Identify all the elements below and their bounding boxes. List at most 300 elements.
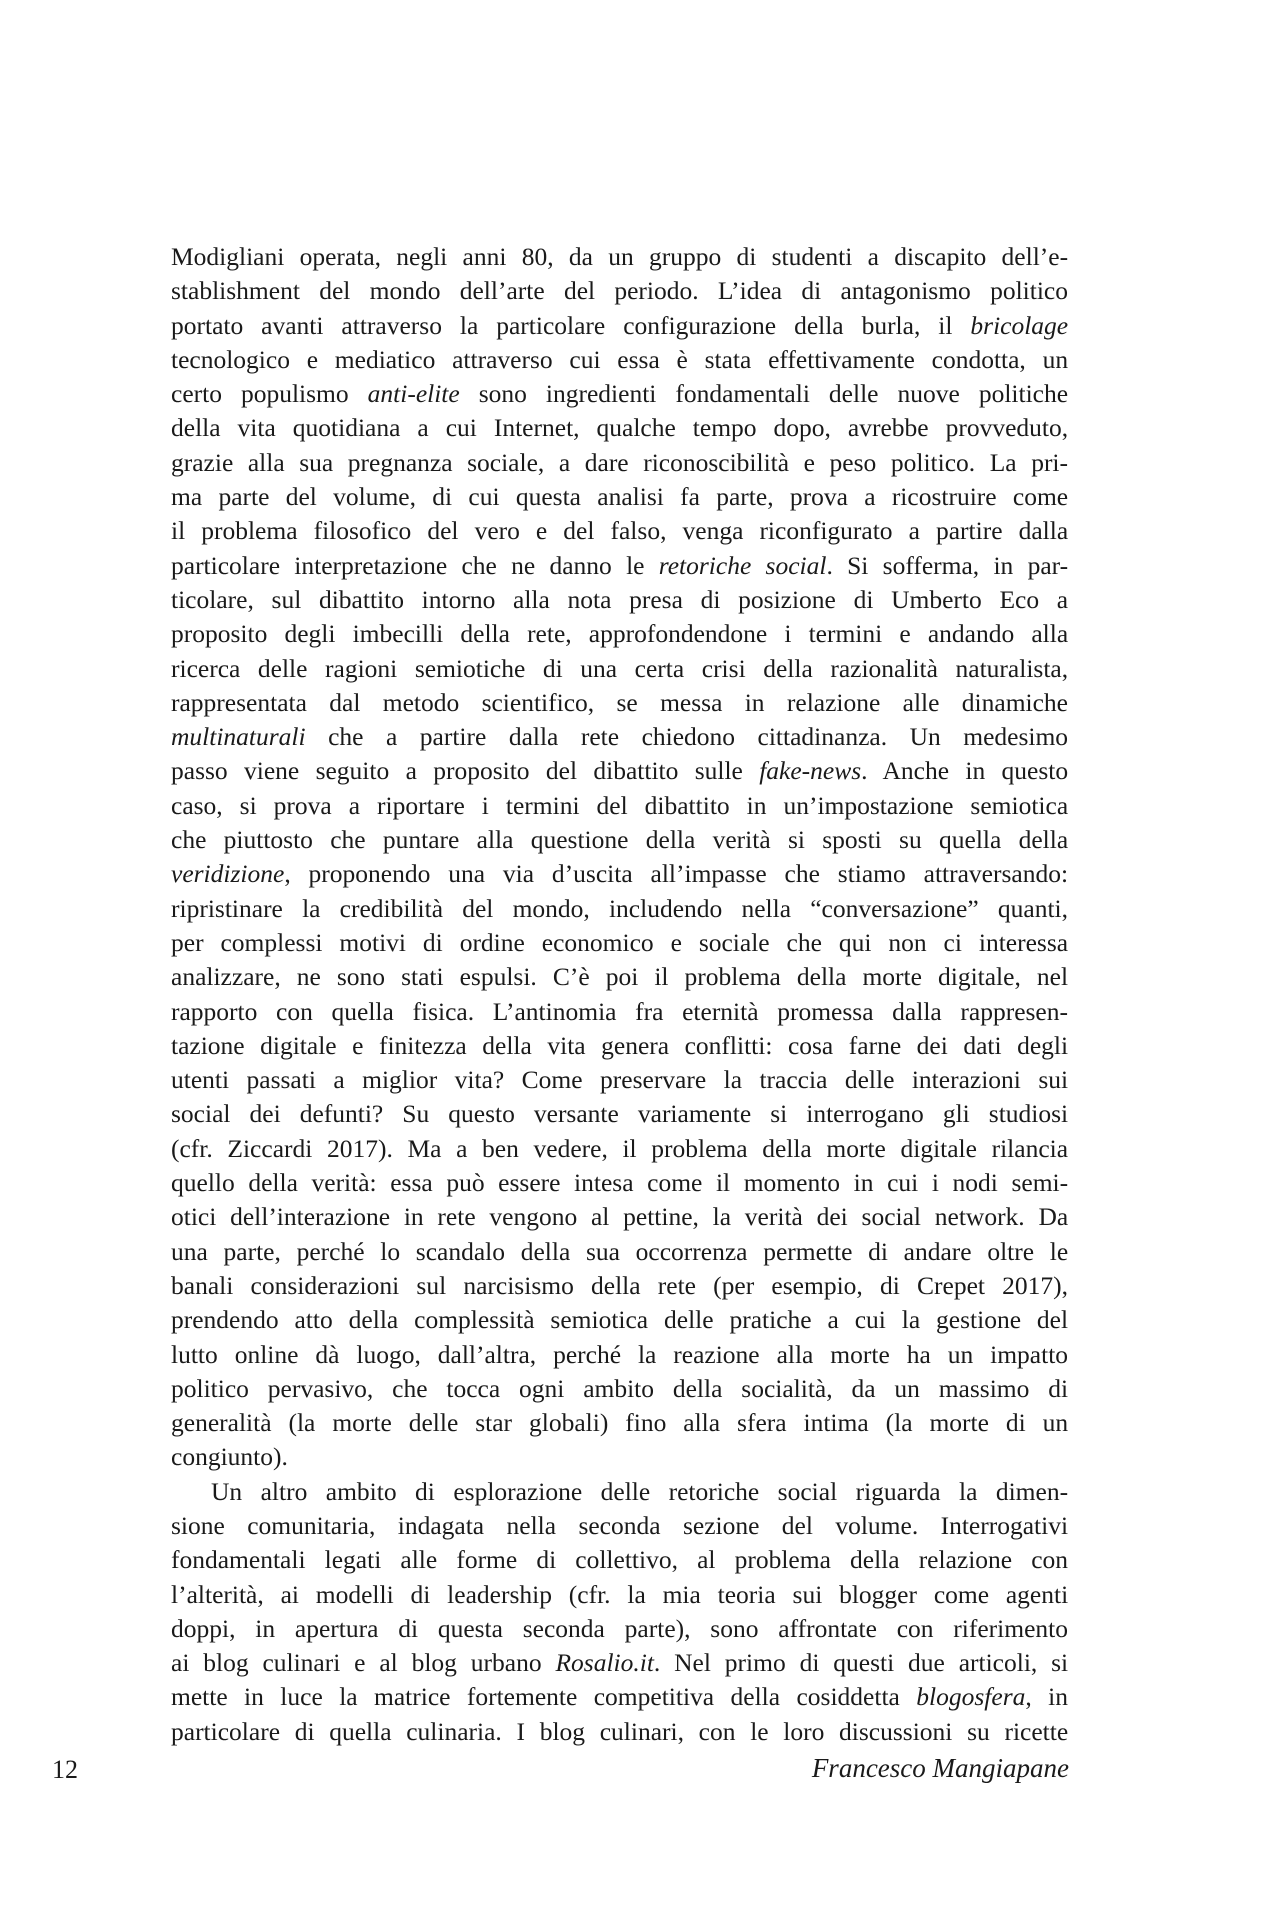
word: viene (244, 756, 300, 786)
word: di (422, 927, 443, 957)
text-line (171, 549, 1068, 583)
word: essa (617, 344, 660, 374)
word: razionalità (830, 653, 938, 683)
word: urbano (470, 1648, 542, 1678)
word: il (715, 1168, 731, 1198)
word: Eco (999, 584, 1040, 614)
word: caso, (171, 790, 223, 820)
word: due (908, 1648, 945, 1678)
word: , (1025, 1682, 1032, 1712)
text-line (171, 789, 1068, 823)
word: teoria (717, 1579, 776, 1609)
word: il (171, 516, 186, 546)
word: doppi, (171, 1613, 236, 1643)
word: rappresen- (960, 996, 1068, 1026)
word: relazione (786, 687, 881, 717)
italic-word: retoriche (658, 550, 752, 580)
word: dell’e- (1001, 242, 1069, 271)
word: di (294, 1716, 315, 1746)
word: modelli (315, 1579, 394, 1609)
word: un (1042, 344, 1069, 374)
word: si (1051, 1648, 1069, 1678)
text-line (171, 1372, 1068, 1406)
word: morte (830, 1339, 890, 1369)
word: blog (539, 1716, 586, 1746)
word: leadership (447, 1579, 552, 1609)
word: fino (625, 1408, 667, 1438)
word: genera (601, 1030, 670, 1060)
word: sui (792, 1579, 823, 1609)
word: della (591, 1270, 641, 1300)
word: cui (854, 1305, 886, 1335)
word: a (1056, 584, 1069, 614)
word: imbecilli (352, 619, 444, 649)
word: particolare (171, 1716, 281, 1746)
word: qui (838, 927, 872, 957)
word: della (796, 962, 847, 992)
word: che (328, 722, 364, 752)
word: quanti, (997, 893, 1069, 923)
word: di (415, 1476, 435, 1506)
word: la (723, 1065, 743, 1095)
word: in (744, 687, 765, 717)
word: dell’arte (459, 276, 545, 306)
word: sono (710, 1613, 759, 1643)
word: termini (505, 790, 580, 820)
word: un’impostazione (783, 790, 954, 820)
word: un (947, 1339, 974, 1369)
word: Ma (407, 1133, 442, 1163)
word: quella (329, 1716, 392, 1746)
text-line (171, 617, 1068, 651)
text-line (171, 1509, 1068, 1543)
word: dalla (892, 996, 942, 1026)
word: occorrenza (635, 1236, 748, 1266)
word: presa (629, 584, 683, 614)
word: apertura (294, 1613, 379, 1643)
word: populismo (240, 379, 349, 409)
word: a (867, 242, 879, 271)
word: politico (990, 276, 1068, 306)
word: effettivamente (768, 344, 915, 374)
word: Da (1038, 1202, 1069, 1232)
word: peso (829, 447, 877, 477)
body-text (171, 240, 1068, 1749)
word: approfondendone (588, 619, 768, 649)
word: la (712, 1202, 732, 1232)
italic-word: fake-news (759, 756, 862, 786)
word: i (931, 1168, 939, 1198)
word: con (698, 1716, 736, 1746)
word: riferimento (953, 1613, 1068, 1643)
word: retoriche (668, 1476, 760, 1506)
word: ne (296, 962, 321, 992)
text-segment: congiunto). (171, 1442, 288, 1472)
word: sezione (682, 1510, 760, 1540)
word: particolare (171, 550, 281, 580)
word: gestione (936, 1305, 1022, 1335)
word: Un (909, 722, 941, 752)
word: “conversazione” (810, 893, 979, 923)
word: in (1048, 1682, 1068, 1712)
word: culinari (262, 1648, 341, 1678)
text-line (171, 1715, 1068, 1749)
text-line (171, 686, 1068, 720)
text-line (171, 309, 1068, 343)
word: parte, (223, 1236, 281, 1266)
word: espulsi. (459, 962, 537, 992)
word: ricerca (171, 653, 241, 683)
word: posizione (738, 584, 836, 614)
word: stiamo (837, 859, 906, 889)
word: proposito (171, 619, 268, 649)
word: ma (171, 482, 203, 512)
word: scandalo (415, 1236, 505, 1266)
word: cosiddetta (796, 1682, 900, 1712)
word: dal (329, 687, 361, 717)
word: (la (885, 1408, 913, 1438)
word: ragioni (325, 653, 398, 683)
word: parte), (624, 1613, 691, 1643)
word: preservare (600, 1065, 707, 1095)
word: e (352, 1030, 364, 1060)
word: pregnanza (347, 447, 453, 477)
text-line (171, 823, 1068, 857)
running-footer-author: Francesco Mangiapane (811, 1753, 1069, 1783)
word: sua (585, 1236, 620, 1266)
text-line (171, 892, 1068, 926)
word: politico. (890, 447, 976, 477)
word: del (545, 756, 578, 786)
word: poi (605, 962, 639, 992)
word: Umberto (891, 584, 982, 614)
word: la (637, 1339, 657, 1369)
word: attraversando: (923, 859, 1069, 889)
word: avanti (261, 310, 324, 340)
word: sono (336, 962, 386, 992)
word: del (319, 276, 351, 306)
text-line (171, 1269, 1068, 1303)
word: ripristinare (171, 893, 283, 923)
word: dibattito (318, 584, 404, 614)
word: agenti (1005, 1579, 1069, 1609)
word: del (596, 790, 628, 820)
word: dare (584, 447, 629, 477)
word: riconoscibilità (643, 447, 790, 477)
word: morte (862, 962, 922, 992)
word: economico (541, 927, 654, 957)
word: cui (887, 1168, 919, 1198)
text-line (171, 652, 1068, 686)
word: comunitaria, (247, 1510, 376, 1540)
word: fisica. (412, 996, 475, 1026)
word: per (171, 927, 204, 957)
word: fra (635, 996, 664, 1026)
word: vengono (489, 1202, 578, 1232)
word: cosa (787, 1030, 834, 1060)
word: configurazione (623, 310, 777, 340)
word: nuove (897, 379, 960, 409)
word: non (888, 927, 927, 957)
word: digitale (260, 1030, 337, 1060)
word: stablishment (171, 276, 300, 306)
word: crisi (701, 653, 746, 683)
word: alla (1031, 619, 1069, 649)
word: L’antinomia (492, 996, 617, 1026)
word: questa (437, 1613, 503, 1643)
word: (per (713, 1270, 755, 1300)
word: e (535, 516, 548, 546)
word: morte (332, 1408, 392, 1438)
text-line (171, 1063, 1068, 1097)
text-line (171, 514, 1068, 548)
word: da (568, 242, 593, 271)
word: al (590, 1202, 610, 1232)
word: rete, (527, 619, 572, 649)
word: della (672, 1373, 723, 1403)
word: momento (743, 1168, 841, 1198)
word: andando (927, 619, 1015, 649)
word: digitale, (937, 962, 1021, 992)
word: rete (657, 1270, 696, 1300)
word: perché (296, 1236, 365, 1266)
word: questo (1001, 756, 1069, 786)
word: ricette (1004, 1716, 1069, 1746)
italic-word: blogosfera (916, 1682, 1026, 1712)
word: problema (684, 962, 781, 992)
word: di (801, 276, 822, 306)
word: della (348, 1305, 399, 1335)
word: si (239, 790, 257, 820)
word: collettivo, (575, 1545, 678, 1575)
word: messa (660, 687, 723, 717)
word: che (392, 1373, 428, 1403)
word: andare (903, 1236, 972, 1266)
word: volume. (835, 1510, 919, 1540)
word: la (959, 1476, 978, 1506)
word: nota (567, 584, 612, 614)
word: politiche (978, 379, 1069, 409)
text-line (171, 1646, 1068, 1680)
word: ci (943, 927, 962, 957)
text-line (171, 1543, 1068, 1577)
text-line (171, 1578, 1068, 1612)
word: miglior (362, 1065, 438, 1095)
word: dei (816, 1202, 848, 1232)
text-line (171, 1235, 1068, 1269)
word: ricostruire (891, 482, 997, 512)
word: della (460, 619, 510, 649)
word: si (770, 1099, 788, 1129)
word: condotta, (931, 344, 1026, 374)
word: sui (1038, 1065, 1069, 1095)
word: sua (299, 447, 334, 477)
word: in (965, 756, 986, 786)
text-line (171, 411, 1068, 445)
word: versante (533, 1099, 619, 1129)
word: e (670, 927, 682, 957)
word: affrontate (778, 1613, 877, 1643)
text-line (171, 446, 1068, 480)
word: fa (680, 482, 700, 512)
text-line (171, 1200, 1068, 1234)
word: essere (498, 1168, 561, 1198)
word: del (462, 893, 494, 923)
word: vita (547, 1030, 586, 1060)
word: dalla (1018, 516, 1069, 546)
word: e (803, 447, 815, 477)
word: social (777, 1476, 838, 1506)
word: in (746, 790, 767, 820)
word: da (851, 1373, 876, 1403)
word: sione (171, 1510, 225, 1540)
word: nel (1036, 962, 1069, 992)
word: gli (942, 1099, 970, 1129)
word: massimo (938, 1373, 1030, 1403)
word: cui (468, 482, 500, 512)
word: Un (211, 1476, 243, 1506)
text-line (171, 1303, 1068, 1337)
word: antagonismo (840, 276, 971, 306)
word: pettine, (623, 1202, 699, 1232)
word: ne (511, 550, 536, 580)
word: interazioni (911, 1065, 1021, 1095)
word: network. (934, 1202, 1025, 1232)
word: se (616, 687, 638, 717)
word: stata (704, 344, 752, 374)
word: medesimo (963, 722, 1069, 752)
word: l’alterità, (171, 1579, 264, 1609)
word: vita (237, 413, 276, 443)
word: in (244, 1682, 264, 1712)
word: La (989, 447, 1017, 477)
word: permette (763, 1236, 853, 1266)
word: rete (437, 1202, 476, 1232)
word: proposito (433, 756, 530, 786)
word: proponendo (308, 859, 431, 889)
word: fortemente (466, 1682, 578, 1712)
word: complessi (220, 927, 323, 957)
text-line (171, 1612, 1068, 1646)
word: di (736, 242, 757, 271)
word: delle (844, 1065, 895, 1095)
word: a (405, 756, 417, 786)
word: dinamiche (961, 687, 1069, 717)
text-line (171, 377, 1068, 411)
word: discussioni (839, 1716, 953, 1746)
word: danno (549, 550, 612, 580)
word: conflitti: (684, 1030, 773, 1060)
word: del (1036, 1305, 1069, 1335)
word: riconfigurato (759, 516, 893, 546)
word: pri- (1031, 447, 1069, 477)
word: termini (808, 619, 883, 649)
word: Interrogativi (940, 1510, 1069, 1540)
word: di (853, 584, 874, 614)
word: social (171, 1099, 231, 1129)
word: volume, (333, 482, 416, 512)
word: traccia (759, 1065, 828, 1095)
text-line (171, 1680, 1068, 1714)
word: I (516, 1716, 525, 1746)
word: provveduto, (945, 413, 1069, 443)
word: può (446, 1168, 485, 1198)
word: prova (273, 790, 332, 820)
word: degli (284, 619, 336, 649)
word: mondo, (512, 893, 590, 923)
word: filosofico (313, 516, 412, 546)
word: Internet, (493, 413, 580, 443)
word: dell’interazione (230, 1202, 391, 1232)
word: a (348, 790, 361, 820)
word: interrogano (806, 1099, 924, 1129)
word: riguarda (855, 1476, 941, 1506)
word: certa (634, 653, 685, 683)
word: partire (419, 722, 487, 752)
word: dall’altra, (437, 1339, 537, 1369)
word: questione (530, 825, 629, 855)
word: in (993, 550, 1014, 580)
word: su (899, 825, 922, 855)
word: parte, (716, 482, 774, 512)
word: dibattito (644, 790, 730, 820)
word: . (826, 550, 833, 580)
word: di (536, 1545, 557, 1575)
word: su (967, 1716, 990, 1746)
word: che (461, 550, 497, 580)
word: a (558, 447, 571, 477)
word: promessa (777, 996, 874, 1026)
word: lo (380, 1236, 401, 1266)
word: impatto (990, 1339, 1069, 1369)
word: verità (744, 1202, 803, 1232)
word: social (861, 1202, 921, 1232)
word: politico (171, 1373, 249, 1403)
text-line (171, 857, 1068, 891)
word: cittadinanza. (757, 722, 888, 752)
word: del (781, 1510, 813, 1540)
italic-word: anti-elite (367, 379, 460, 409)
word: socialità, (741, 1373, 833, 1403)
word: qualche (596, 413, 676, 443)
text-line (171, 1475, 1068, 1509)
text-line (171, 583, 1068, 617)
word: star (475, 1408, 513, 1438)
word: è (676, 344, 688, 374)
word: con (1031, 1545, 1069, 1575)
word: alla (476, 825, 514, 855)
word: alla (247, 447, 285, 477)
word: problema (651, 1133, 748, 1163)
word: interpretazione (294, 550, 448, 580)
word: sociale (698, 927, 770, 957)
word: rapporto (171, 996, 258, 1026)
word: si (787, 825, 805, 855)
word: quello (171, 1168, 235, 1198)
word: mette (171, 1682, 228, 1712)
word: lutto (171, 1339, 218, 1369)
word: digitale (900, 1133, 977, 1163)
word: una (448, 859, 486, 889)
italic-word: social (765, 550, 827, 580)
word: naturalista, (955, 653, 1069, 683)
word: questo (448, 1099, 515, 1129)
word: come (933, 1579, 990, 1609)
word: sul (271, 584, 302, 614)
word: luogo, (356, 1339, 421, 1369)
word: otici (171, 1202, 217, 1232)
word: (cfr. (171, 1133, 213, 1163)
